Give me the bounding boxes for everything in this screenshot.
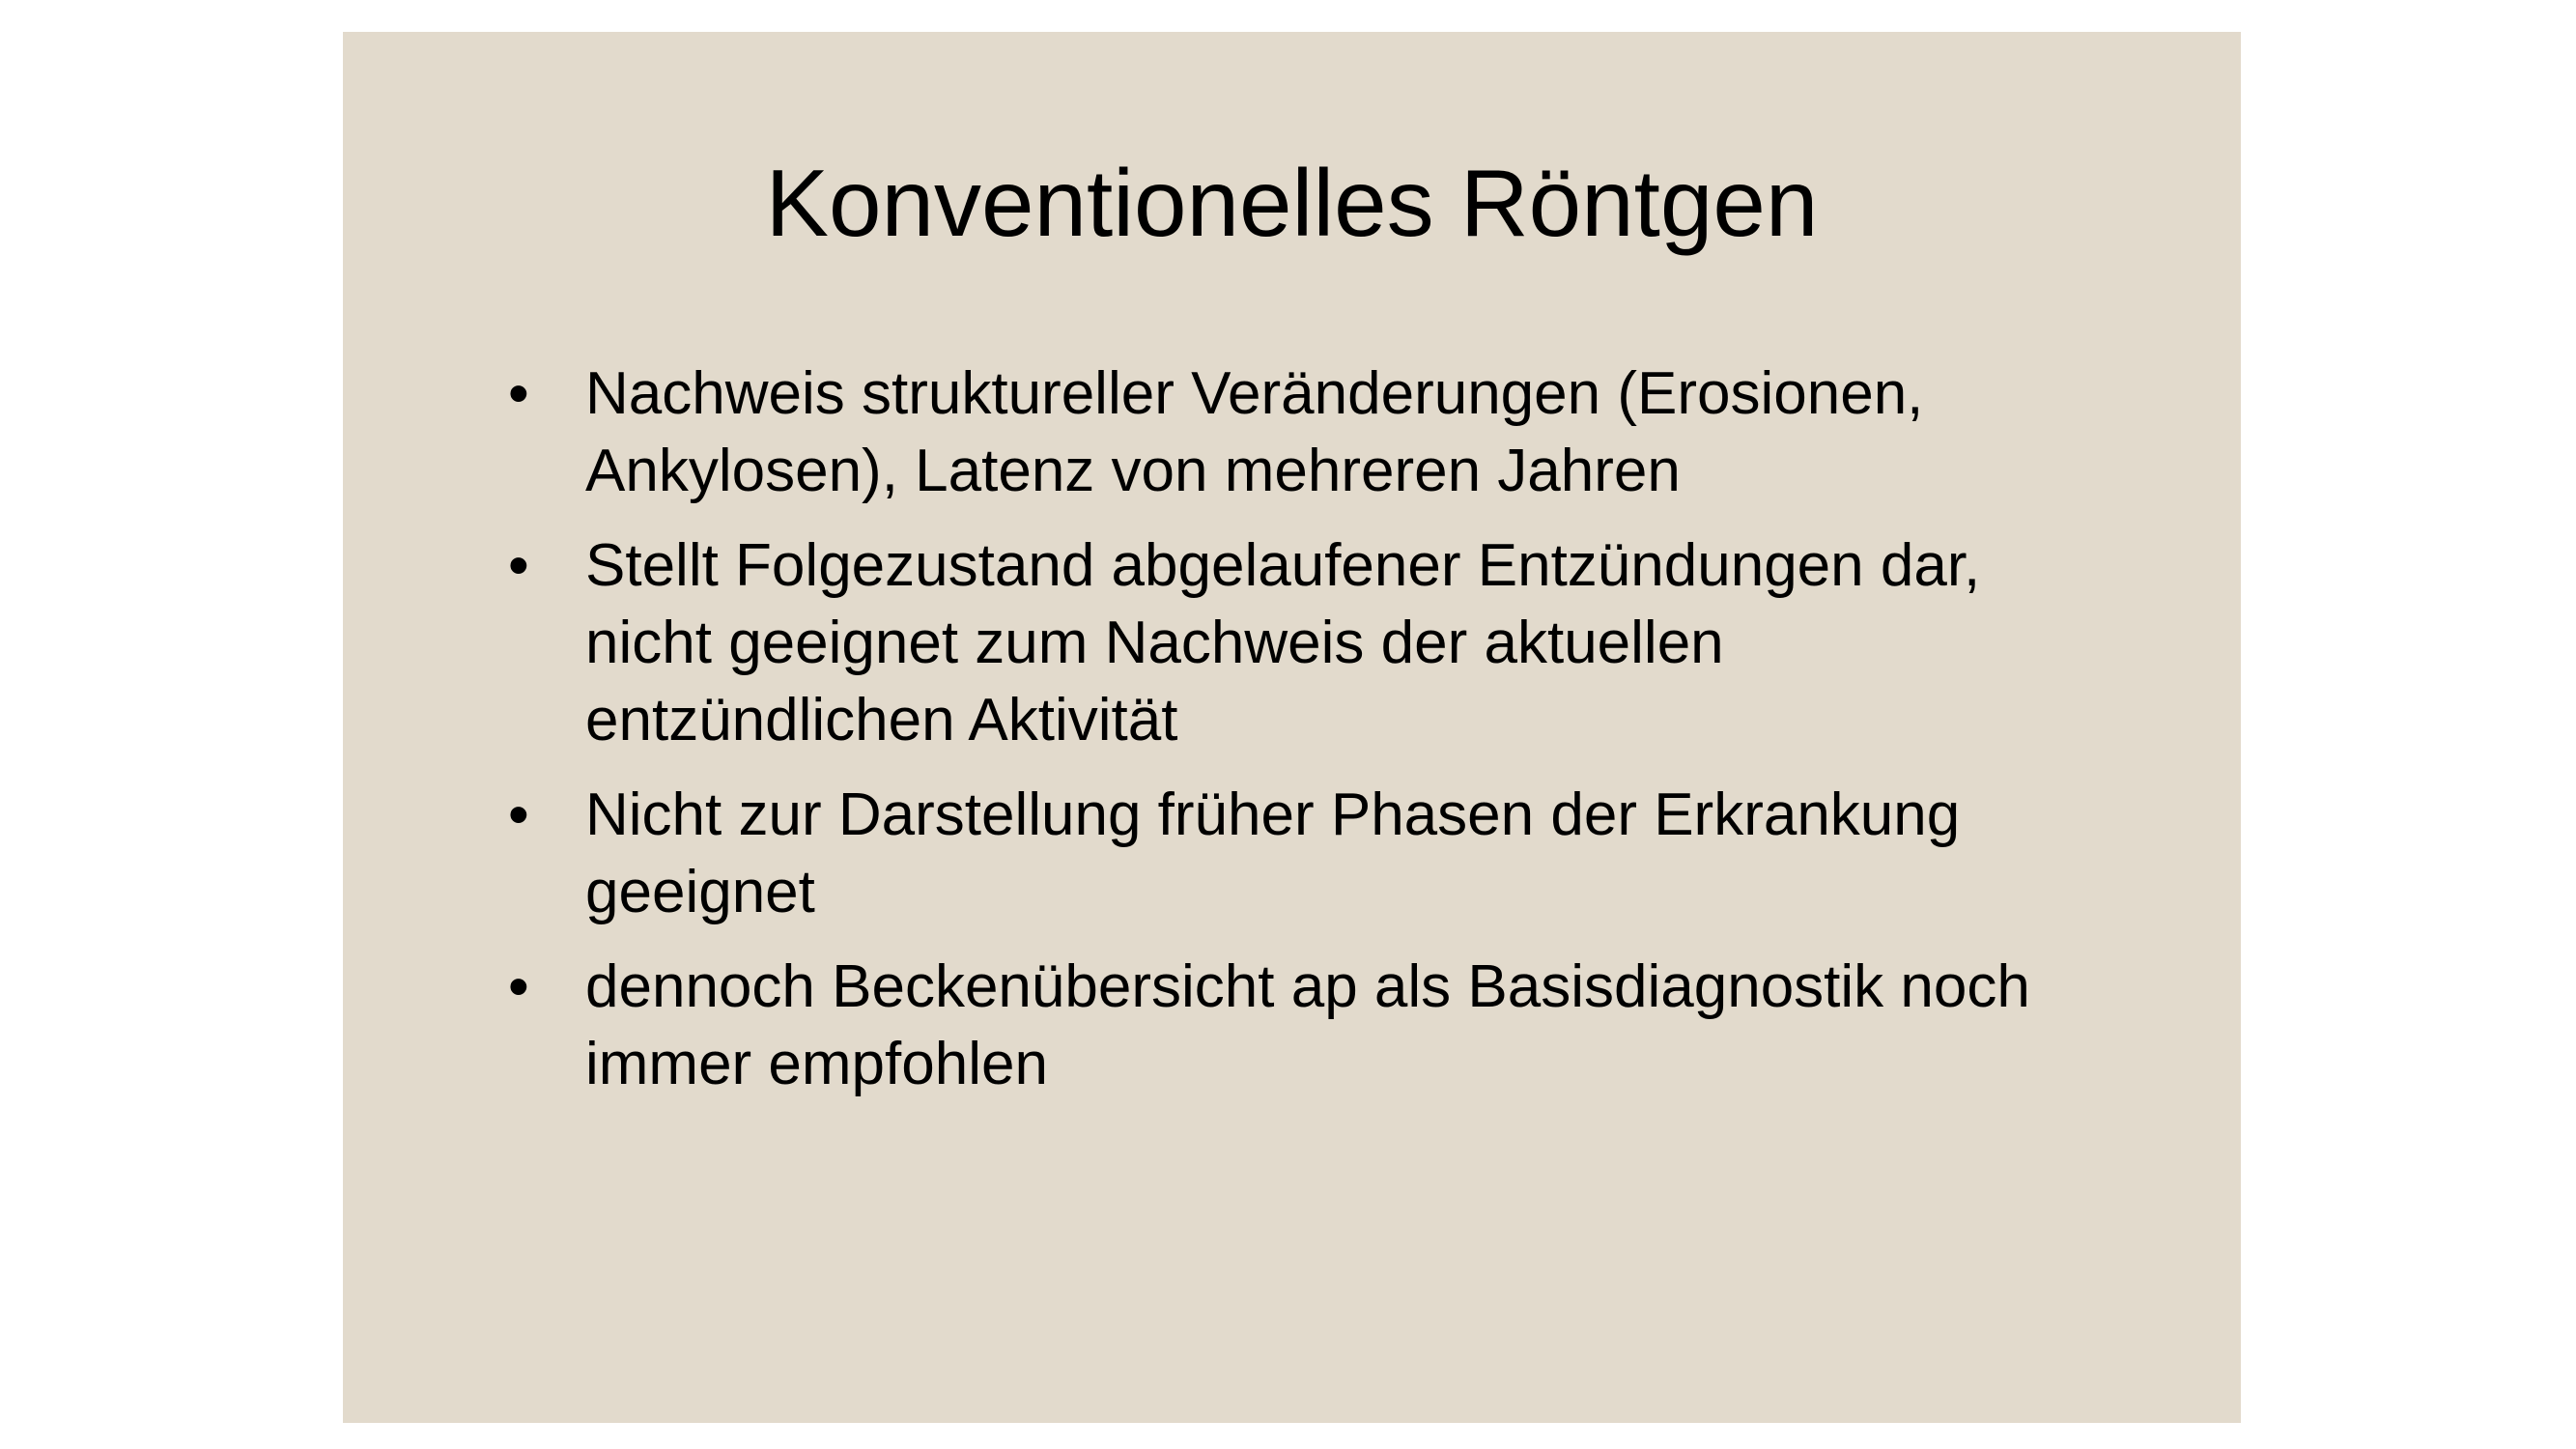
bullet-dot-icon: • — [508, 360, 529, 427]
bullet-dot-icon: • — [508, 781, 529, 848]
bullet-list — [508, 355, 2189, 1121]
bullet-line: geeignet — [585, 859, 815, 925]
bullet-dot-icon: • — [508, 953, 529, 1020]
bullet-line: Nachweis struktureller Veränderungen (Erosionen, — [585, 360, 1924, 427]
bullet-line: Ankylosen), Latenz von mehreren Jahren — [585, 438, 1681, 504]
slide — [343, 32, 2241, 1423]
bullet-text — [585, 355, 2150, 510]
bullet-line: nicht geeignet zum Nachweis der aktuellen — [585, 610, 1724, 676]
bullet-item — [508, 355, 2189, 510]
bullet-line: dennoch Beckenübersicht ap als Basisdiagnostik noch — [585, 953, 2030, 1020]
bullet-text — [585, 527, 2179, 759]
bullet-text — [585, 949, 2179, 1103]
slide-title: Konventionelles Röntgen — [765, 150, 1819, 256]
bullet-dot-icon: • — [508, 532, 529, 599]
bullet-item — [508, 777, 2189, 931]
bullet-text — [585, 777, 2179, 931]
bullet-line: entzündlichen Aktivität — [585, 687, 1178, 753]
bullet-line: Nicht zur Darstellung früher Phasen der Erkrankung — [585, 781, 1961, 848]
bullet-line: immer empfohlen — [585, 1031, 1048, 1097]
bullet-item — [508, 527, 2189, 759]
bullet-line: Stellt Folgezustand abgelaufener Entzündungen dar, — [585, 532, 1981, 599]
bullet-item — [508, 949, 2189, 1103]
